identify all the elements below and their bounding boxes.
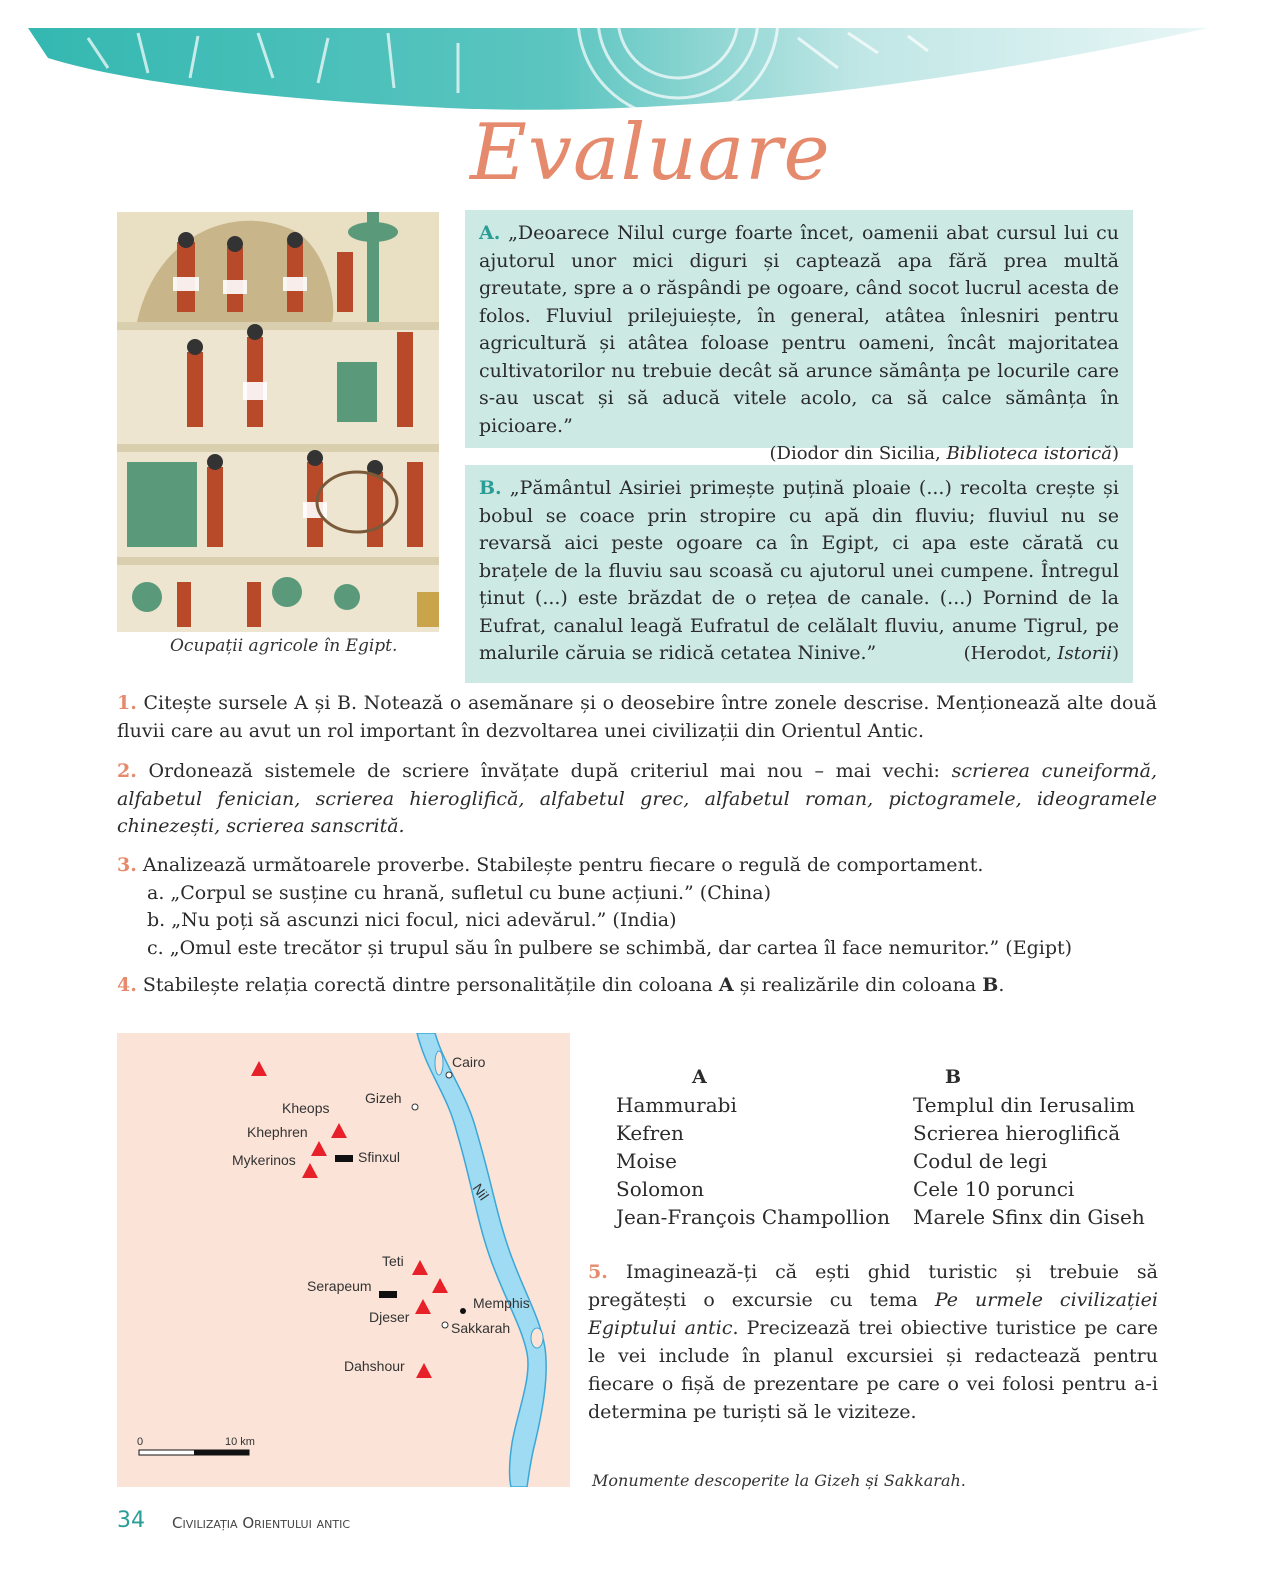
label-mykerinos: Mykerinos bbox=[232, 1152, 296, 1168]
label-kheops: Kheops bbox=[282, 1100, 330, 1116]
list-item: Templul din Ierusalim bbox=[913, 1093, 1135, 1117]
proverb-c: c. „Omul este trecător și trupul său în pulbere se schimbă, dar cartea îl face nemuritor.” (Egipt) bbox=[147, 936, 1073, 959]
label-sfinxul: Sfinxul bbox=[358, 1149, 401, 1165]
question-5: 5. Imaginează-ți că ești ghid turistic și trebuie să pregătești o excursie cu tema Pe urmele civilizației Egiptului antic. Precizează trei obiective turistice pe care le vei include în planul excursiei și redactează pentru fiecare o fișă de prezentare pe care o vei folosi pentru a-i determina pe turiști să le viziteze. bbox=[588, 1261, 1158, 1423]
page-title: Evaluare bbox=[470, 108, 831, 198]
list-item: Solomon bbox=[616, 1177, 705, 1201]
source-a-letter: A. bbox=[479, 222, 501, 244]
list-item: Hammurabi bbox=[616, 1093, 737, 1117]
source-b-citation: (Herodot, Istorii) bbox=[963, 643, 1119, 664]
source-b-box bbox=[465, 465, 1133, 683]
scale-label-0: 0 bbox=[137, 1436, 144, 1448]
painting-caption: Ocupații agricole în Egipt. bbox=[170, 636, 398, 656]
question-2: 2. Ordonează sistemele de scriere învățate după criteriul mai nou – mai vechi: scrierea cuneiformă, alfabetul fenician, scrierea hieroglifică, alfabetul grec, alfabetul roman, pictogramele, ideogramele chinezești, scrierea sanscrită. bbox=[117, 760, 1157, 837]
list-item: Scrierea hieroglifică bbox=[913, 1121, 1121, 1145]
label-teti: Teti bbox=[382, 1253, 404, 1269]
question-3: 3. Analizează următoarele proverbe. Stabilește pentru fiecare o regulă de comportament. a. „Corpul se susține cu hrană, sufletul cu bune acțiuni.” (China) b. „Nu poți să ascunzi nici focul, nici adevărul.” (India) c. „Omul este trecător și trupul său în pulbere se schimbă, dar cartea îl face nemuritor.” (Egipt) bbox=[117, 852, 1157, 962]
source-a-text: „Deoarece Nilul curge foarte încet, oamenii abat cursul lui cu ajutorul unor mici diguri și captează apa fără prea multă greutate, spre a o răspândi pe ogoare, când socot lucrul acesta de folos. Fluviul prilejuiește, în general, atâtea înlesniri pentru agricultură și atâtea foloase pentru oameni, încât majoritatea cultivatorilor nu trebuie decât să arunce sămânța pe locurile care s-au uscat și să aducă vitele acolo, ca să calce sămânța în picioare.” bbox=[479, 222, 1119, 437]
column-a-header: A bbox=[692, 1066, 707, 1088]
proverb-b: b. „Nu poți să ascunzi nici focul, nici adevărul.” (India) bbox=[147, 909, 677, 931]
label-djeser: Djeser bbox=[369, 1309, 410, 1325]
list-item: Moise bbox=[616, 1149, 678, 1173]
list-item: Cele 10 porunci bbox=[913, 1177, 1075, 1201]
list-item: Kefren bbox=[616, 1121, 684, 1145]
gizeh-sakkarah-map bbox=[117, 1033, 570, 1487]
source-a-box bbox=[465, 210, 1133, 464]
label-dahshour: Dahshour bbox=[344, 1358, 405, 1374]
scale-label-10: 10 km bbox=[225, 1436, 255, 1448]
source-b-letter: B. bbox=[479, 477, 502, 499]
label-cairo: Cairo bbox=[452, 1054, 486, 1070]
question-1: 1. Citește sursele A și B. Notează o asemănare și o deosebire între zonele descrise. Menționează alte două fluvii care au avut un rol important în dezvoltarea unei civilizații din Orientul Antic. bbox=[117, 692, 1157, 742]
proverb-a: a. „Corpul se susține cu hrană, sufletul cu bune acțiuni.” (China) bbox=[147, 881, 772, 904]
label-khephren: Khephren bbox=[247, 1124, 308, 1140]
column-b-header: B bbox=[945, 1066, 962, 1088]
source-b-text: „Pământul Asiriei primește puțină ploaie (...) recolta crește și bobul se coace prin stropire cu apă din fluviu; fluviul nu se revarsă aici peste ogoare ca în Egipt, ci apa este cărată cu brațele de la fluviu sau scoasă cu ajutorul unei cumpene. Întregul ținut (...) este brăzdat de o rețea de canale. (...) Pornind de la Eufrat, canalul leagă Eufratul de celălalt fluviu, anume Tigrul, pe malurile căruia se ridică cetatea Ninive.” bbox=[479, 477, 1120, 664]
label-sakkarah: Sakkarah bbox=[451, 1320, 511, 1336]
header-banner bbox=[28, 28, 1208, 120]
label-memphis: Memphis bbox=[473, 1295, 530, 1311]
map-caption: Monumente descoperite la Gizeh și Sakkarah. bbox=[592, 1471, 966, 1490]
label-gizeh: Gizeh bbox=[365, 1090, 402, 1106]
list-item: Jean-François Champollion bbox=[616, 1205, 890, 1229]
label-serapeum: Serapeum bbox=[307, 1278, 372, 1294]
label-nil: Nil bbox=[469, 1180, 493, 1204]
source-a-citation: (Diodor din Sicilia, Biblioteca istorică) bbox=[769, 443, 1119, 464]
list-item: Codul de legi bbox=[913, 1149, 1048, 1173]
question-4: 4. Stabilește relația corectă dintre personalitățile din coloana A și realizările din coloana B. bbox=[117, 974, 1005, 996]
running-title: Civilizația Orientului antic bbox=[172, 1514, 351, 1532]
egypt-agriculture-painting bbox=[117, 212, 439, 632]
list-item: Marele Sfinx din Giseh bbox=[913, 1205, 1145, 1229]
page-number: 34 bbox=[117, 1508, 145, 1533]
